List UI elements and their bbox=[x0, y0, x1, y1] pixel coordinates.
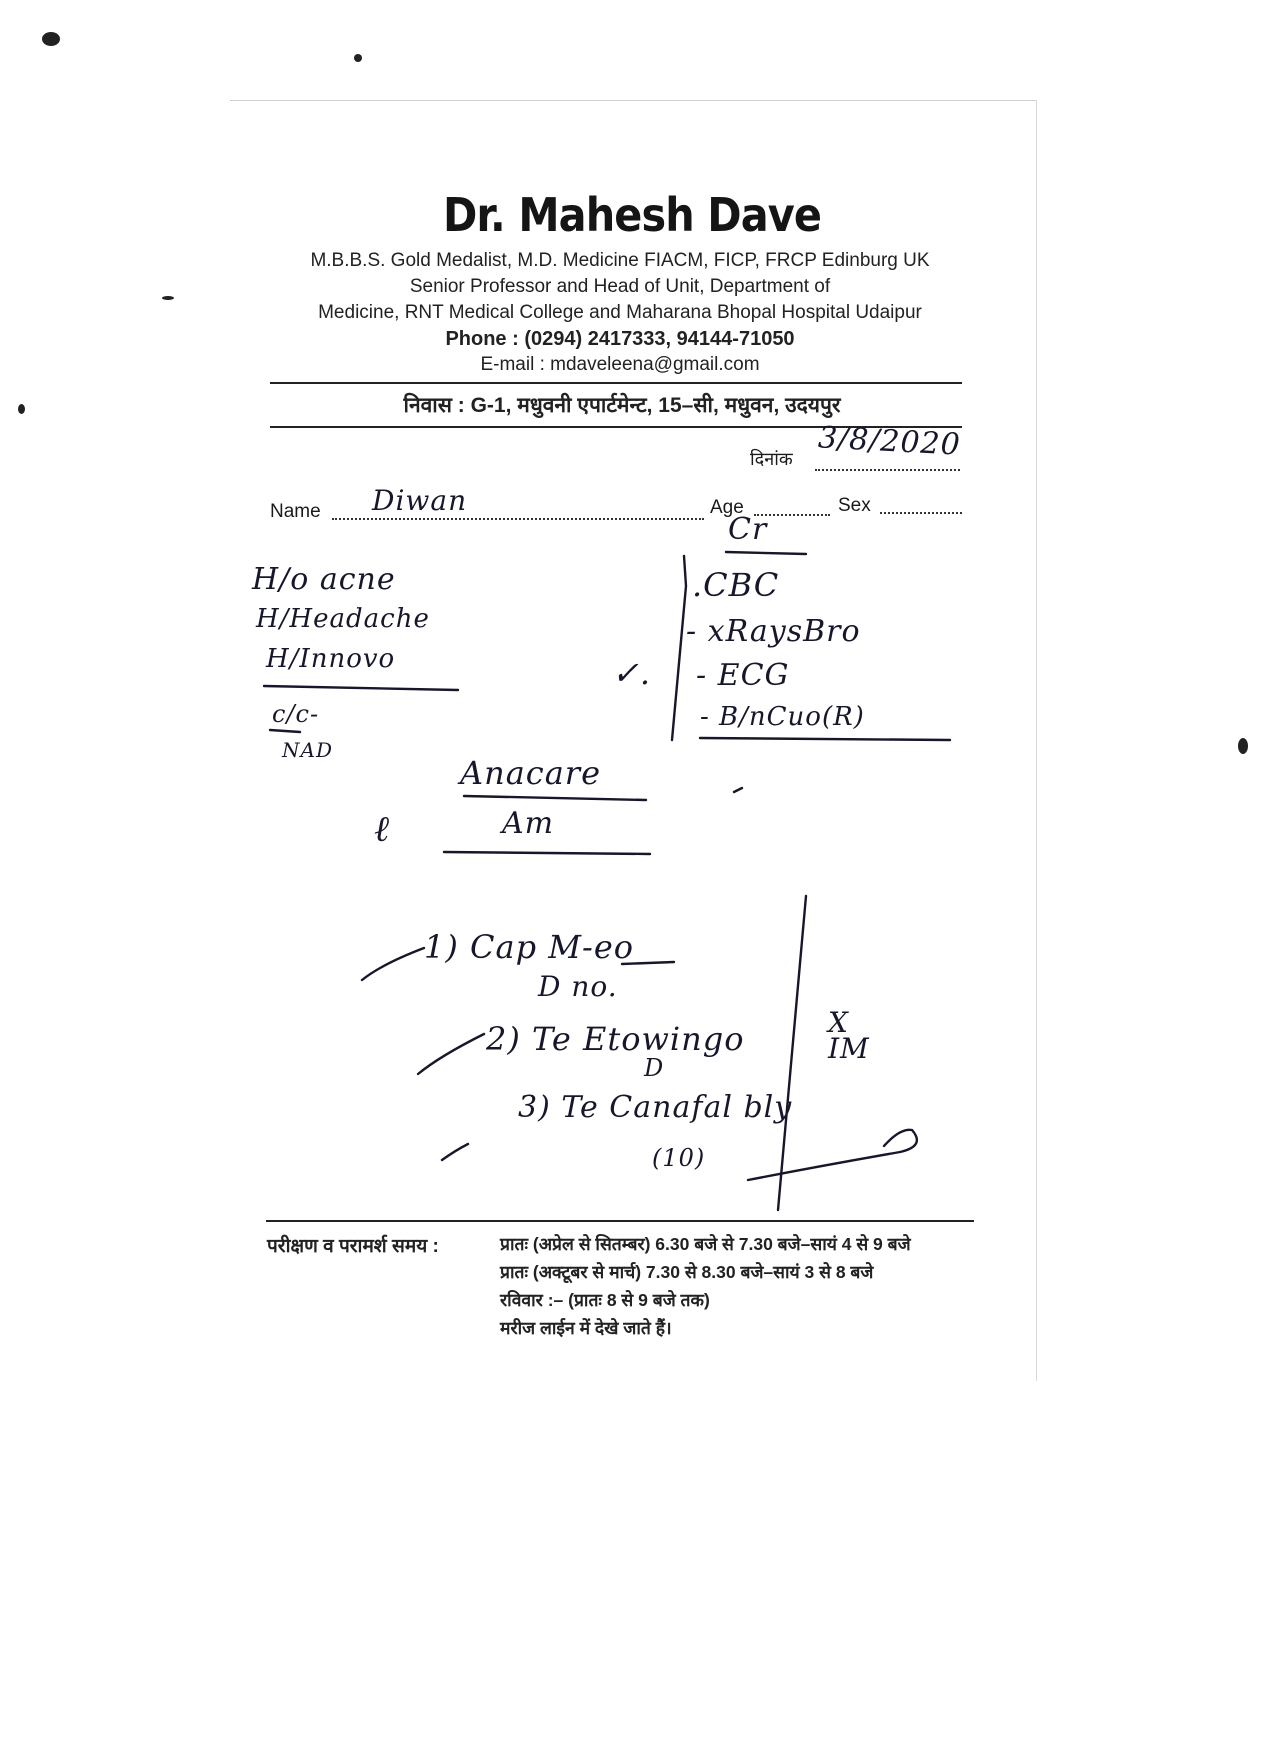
handwritten-check-mark bbox=[418, 1034, 484, 1074]
position-line-1: Senior Professor and Head of Unit, Department of bbox=[409, 276, 831, 297]
phone-number: Phone : (0294) 2417333, 94144-71050 bbox=[445, 328, 795, 350]
handwritten-complaint: c/c- bbox=[272, 700, 320, 728]
age-label: Age bbox=[710, 497, 744, 518]
handwritten-patient-name: Diwan bbox=[372, 484, 468, 517]
handwritten-investigations-heading: Cr bbox=[728, 512, 768, 547]
handwritten-underline bbox=[726, 552, 806, 554]
handwritten-rx-line: (10) bbox=[652, 1144, 706, 1172]
email-address: E-mail : mdaveleena@gmail.com bbox=[480, 354, 760, 375]
handwritten-complaint: NAD bbox=[282, 738, 333, 762]
qualifications: M.B.B.S. Gold Medalist, M.D. Medicine FIACM, FICP, FRCP Edinburg UK bbox=[310, 250, 930, 271]
handwritten-investigation: - B/nCuo(R) bbox=[700, 702, 865, 732]
handwritten-tick: ✓. bbox=[612, 654, 651, 692]
handwritten-underline bbox=[270, 730, 300, 732]
timing-line: मरीज लाईन में देखे जाते हैं। bbox=[500, 1318, 672, 1338]
handwritten-rx-line: 3) Te Canafal bly bbox=[518, 1090, 793, 1125]
handwritten-rx-line: 2) Te Etowingo bbox=[486, 1020, 745, 1058]
residence-address: निवास : G-1, मधुवनी एपार्टमेन्ट, 15–सी, मधुवन, उदयपुर bbox=[403, 394, 841, 417]
handwritten-investigation: .CBC bbox=[692, 566, 780, 604]
sex-label: Sex bbox=[838, 495, 871, 516]
footer-rule bbox=[266, 1220, 974, 1222]
position-line-2: Medicine, RNT Medical College and Maharana Bhopal Hospital Udaipur bbox=[318, 302, 922, 323]
date-label: दिनांक bbox=[750, 449, 793, 469]
handwritten-diagnosis: Anacare bbox=[460, 754, 602, 792]
timing-line: प्रातः (अक्टूबर से मार्च) 7.30 से 8.30 बजे–सायं 3 से 8 बजे bbox=[500, 1262, 874, 1282]
handwritten-rx-line: 1) Cap M-eo bbox=[424, 928, 635, 966]
handwritten-complaint: H/Innovo bbox=[266, 644, 396, 674]
handwritten-investigation: - ECG bbox=[696, 658, 790, 693]
handwritten-underline bbox=[444, 852, 650, 854]
name-label: Name bbox=[270, 501, 321, 522]
handwritten-bracket bbox=[672, 556, 686, 740]
handwritten-complaint: H/Headache bbox=[256, 604, 430, 634]
handwritten-rx-line: D bbox=[644, 1054, 665, 1082]
handwritten-investigation: - xRaysBro bbox=[686, 614, 861, 649]
handwritten-underline bbox=[700, 738, 950, 740]
handwritten-signature bbox=[748, 1130, 917, 1180]
handwritten-dot bbox=[734, 788, 742, 792]
handwritten-mark: ℓ bbox=[374, 809, 390, 850]
handwritten-check-mark bbox=[362, 948, 424, 980]
timing-line: रविवार :– (प्रातः 8 से 9 बजे तक) bbox=[500, 1290, 710, 1310]
handwritten-diagnosis: Am bbox=[502, 806, 555, 841]
timing-line: प्रातः (अप्रेल से सितम्बर) 6.30 बजे से 7.30 बजे–सायं 4 से 9 बजे bbox=[500, 1234, 911, 1254]
handwritten-divider-line bbox=[778, 896, 806, 1210]
handwritten-underline bbox=[622, 962, 674, 964]
timing-label: परीक्षण व परामर्श समय : bbox=[267, 1236, 439, 1257]
handwritten-complaint: H/o acne bbox=[252, 562, 396, 597]
doctor-name: Dr. Mahesh Dave bbox=[442, 188, 822, 242]
handwritten-underline bbox=[264, 686, 458, 690]
handwritten-date: 3/8/2020 bbox=[817, 420, 962, 463]
handwritten-side-note: X IM bbox=[828, 1006, 870, 1065]
handwritten-underline bbox=[464, 796, 646, 800]
handwritten-rx-line: D no. bbox=[538, 970, 618, 1003]
handwritten-check-mark bbox=[442, 1144, 468, 1160]
